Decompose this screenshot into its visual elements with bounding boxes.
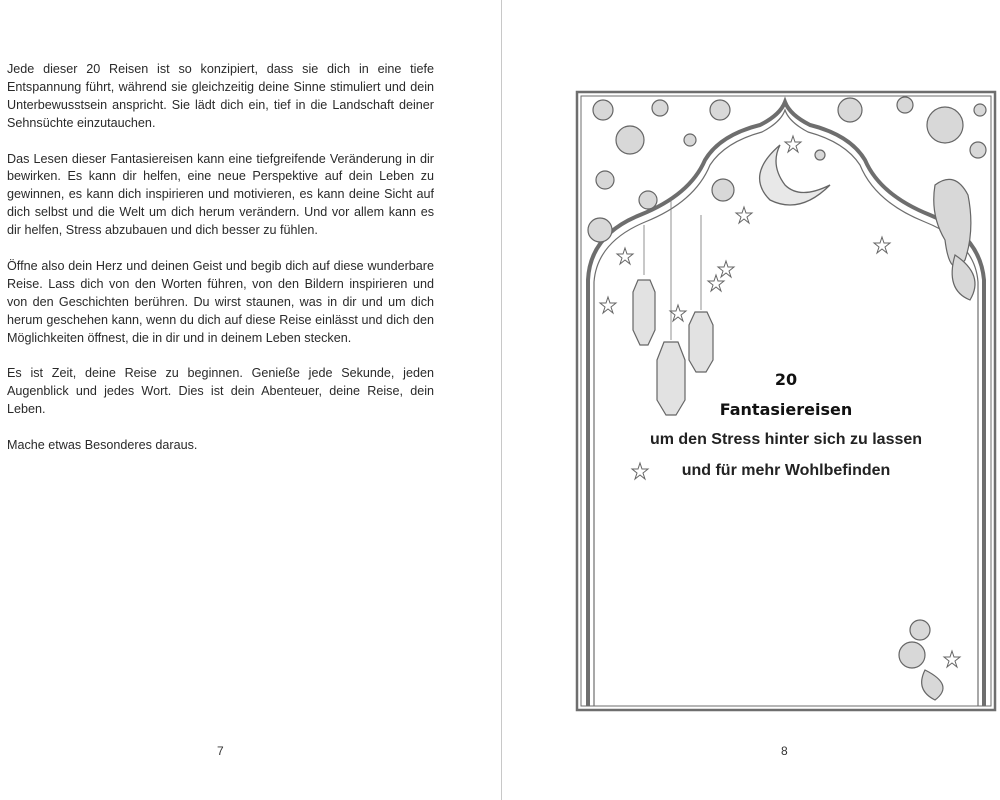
book-title: Fantasiereisen bbox=[719, 400, 853, 419]
star-icon bbox=[617, 248, 633, 264]
star-icon bbox=[708, 275, 724, 291]
star-icon bbox=[874, 237, 890, 253]
subtitle-line-2: und für mehr Wohlbefinden bbox=[681, 462, 891, 479]
page-number: 8 bbox=[781, 744, 788, 758]
page-number: 7 bbox=[217, 744, 224, 758]
star-icon bbox=[718, 261, 734, 277]
bird bbox=[934, 179, 971, 266]
paragraph: Es ist Zeit, deine Reise zu beginnen. Genieße jede Sekunde, jeden Augenblick und jedes Wort. Dies ist dein Abenteuer, deine Reise, dein Leben. bbox=[7, 366, 434, 417]
paragraph: Jede dieser 20 Reisen ist so konzipiert, dass sie dich in eine tiefe Entspannung führt, während sie gleichzeitig deine Sinne stimuliert und dein Unterbewusstsein anspricht. Sie lädt dich ein, tief in die Landschaft deiner Sehnsüchte einzutauchen. bbox=[7, 62, 434, 130]
paragraph: Das Lesen dieser Fantasiereisen kann eine tiefgreifende Veränderung in dir bewirken. Es kann dir helfen, eine neue Perspektive auf dein Leben zu gewinnen, es kann dich inspirieren und motivieren, es kann deine Sicht auf dich selbst und die Welt um dich herum verändern. Und vor allem kann es dir helfen, Stress abzubauen und dich besser zu fühlen. bbox=[7, 151, 434, 238]
star-icon bbox=[736, 207, 752, 223]
lantern-icon bbox=[689, 312, 713, 372]
subtitle-line-1: um den Stress hinter sich zu lassen bbox=[649, 431, 923, 448]
paragraph: Öffne also dein Herz und deinen Geist und begib dich auf diese wunderbare Reise. Lass dich von den Worten führen, von den Bildern inspirieren und von den Geschichten berühren. Du wirst staunen, was in dir und um dich herum geschehen kann, wenn du dich auf diese Reise einlässt und dich den Möglichkeiten öffnest, die in dir und in deinem Leben stecken. bbox=[7, 258, 434, 345]
lantern-icon bbox=[633, 280, 655, 345]
title-number: 20 bbox=[774, 370, 798, 389]
star-icon bbox=[600, 297, 616, 313]
paragraph: Mache etwas Besonderes daraus. bbox=[7, 437, 198, 452]
star-icon bbox=[785, 136, 801, 152]
star-icon bbox=[944, 651, 960, 667]
star-icon bbox=[670, 305, 686, 321]
